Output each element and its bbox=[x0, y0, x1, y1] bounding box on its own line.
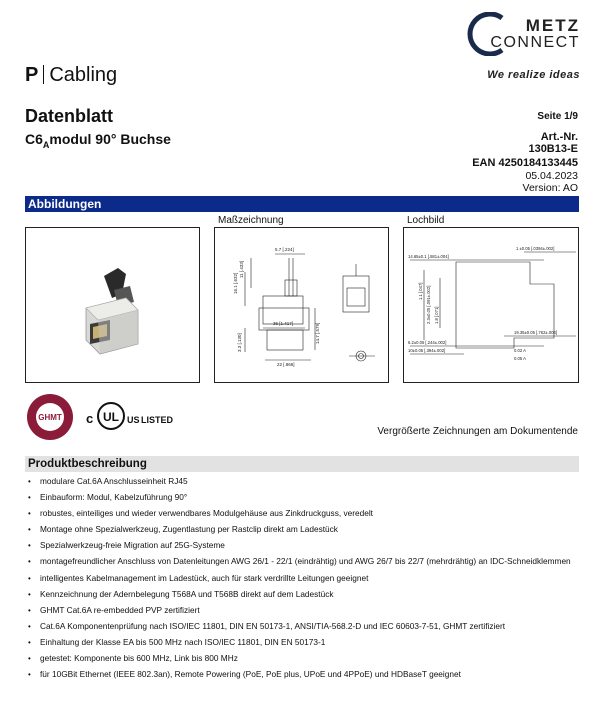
article-number: 130B13-E bbox=[528, 143, 578, 155]
feature-item: • getestet: Komponente bis 600 MHz, Link bis 800 MHz bbox=[25, 653, 580, 664]
svg-text:0.02 A: 0.02 A bbox=[514, 348, 526, 353]
svg-text:14.7 [.579]: 14.7 [.579] bbox=[315, 322, 320, 344]
svg-text:LISTED: LISTED bbox=[141, 415, 174, 425]
ean-code: EAN 4250184133445 bbox=[472, 157, 578, 169]
svg-text:0.05 A: 0.05 A bbox=[514, 356, 526, 361]
product-description-header: Produktbeschreibung bbox=[25, 456, 579, 472]
brand-name-bottom: CONNECT bbox=[490, 34, 580, 51]
drawing-caption: Maßzeichnung bbox=[218, 215, 284, 226]
product-line bbox=[25, 64, 117, 87]
svg-text:11 [.433]: 11 [.433] bbox=[239, 260, 244, 278]
feature-item: • Einbauform: Modul, Kabelzuführung 90° bbox=[25, 492, 580, 503]
feature-item: • Kennzeichnung der Adernbelegung T568A und T568B direkt auf dem Ladestück bbox=[25, 589, 580, 600]
hole-pattern-drawing bbox=[403, 227, 579, 383]
product-subtitle: $C6_Amodul$ 90° Buchse bbox=[25, 131, 171, 150]
enlarged-drawings-note: Vergrößerte Zeichnungen am Dokumentende bbox=[377, 426, 578, 437]
feature-item: • Cat.6A Komponentenprüfung nach ISO/IEC 11801, DIN EN 50173-1, ANSI/TIA-568.2-D und IEC 60603-7-51, GHMT zertifiziert bbox=[25, 621, 580, 632]
hole-pattern-caption: Lochbild bbox=[407, 215, 445, 226]
feature-item: • modulare Cat.6A Anschlusseinheit RJ45 bbox=[25, 476, 580, 487]
svg-text:14.65±0.1 [.581±.004]: 14.65±0.1 [.581±.004] bbox=[408, 254, 449, 259]
rj45-module-illustration-icon bbox=[26, 228, 199, 382]
svg-text:US: US bbox=[127, 415, 140, 425]
page-number: Seite 1/9 bbox=[537, 111, 578, 122]
figures-section-header: Abbildungen bbox=[25, 196, 579, 212]
svg-text:c: c bbox=[86, 411, 94, 426]
feature-item: • robustes, einteiliges und wieder verwendbares Modulgehäuse aus Zinkdruckguss, veredelt bbox=[25, 508, 580, 519]
svg-text:10±0.05 [.394±.002]: 10±0.05 [.394±.002] bbox=[408, 348, 446, 353]
svg-text:1.8 [.071]: 1.8 [.071] bbox=[434, 306, 439, 324]
svg-text:GHMT: GHMT bbox=[38, 413, 62, 422]
feature-item: • montagefreundlicher Anschluss von Datenleitungen AWG 26/1 - 22/1 (eindrähtig) und AWG 26/7 bis 22/7 (mehrdrähtig) an IDC-Schneidklemmen bbox=[25, 556, 580, 567]
dimension-drawing bbox=[214, 227, 389, 383]
feature-item: • GHMT Cat.6A re-embedded PVP zertifiziert bbox=[25, 605, 580, 616]
svg-text:19.35±0.05 [.762±.004]: 19.35±0.05 [.762±.004] bbox=[514, 330, 558, 335]
ul-listed-mark-icon bbox=[86, 403, 174, 429]
page-title: Datenblatt bbox=[25, 106, 114, 126]
product-photo bbox=[25, 227, 200, 383]
feature-item: • Spezialwerkzeug-freie Migration auf 25G-Systeme bbox=[25, 540, 580, 551]
certifications bbox=[26, 392, 176, 442]
svg-text:2.3±0.05 [.091±.002]: 2.3±0.05 [.091±.002] bbox=[426, 285, 431, 324]
svg-text:16.1 [.632]: 16.1 [.632] bbox=[233, 272, 238, 294]
brand-name-top: METZ bbox=[525, 16, 580, 35]
svg-text:1 ±0.05 [.0394±.002]: 1 ±0.05 [.0394±.002] bbox=[516, 246, 555, 251]
doc-version: Version: AO bbox=[522, 182, 578, 194]
feature-list bbox=[25, 476, 580, 685]
doc-date: 05.04.2023 bbox=[525, 170, 578, 182]
feature-item: • Montage ohne Spezialwerkzeug, Zugentlastung per Rastclip direkt am Ladestück bbox=[25, 524, 580, 535]
feature-item: • intelligentes Kabelmanagement im Ladestück, auch für stark verdrillte Leitungen geeignet bbox=[25, 573, 580, 584]
svg-text:1.1 [.047]: 1.1 [.047] bbox=[418, 282, 423, 300]
feature-item: • Einhaltung der Klasse EA bis 500 MHz nach ISO/IEC 11801, DIN EN 50173-1 bbox=[25, 637, 580, 648]
feature-item: • für 10GBit Ethernet (IEEE 802.3an), Remote Powering (PoE, PoE plus, UPoE und 4PPoE) und HDBaseT geeignet bbox=[25, 669, 580, 680]
svg-text:UL: UL bbox=[103, 410, 119, 424]
product-line-name: Cabling bbox=[49, 64, 118, 86]
brand-tagline: We realize ideas bbox=[487, 69, 580, 81]
article-label: Art.-Nr. bbox=[540, 131, 578, 143]
ghmt-seal-icon bbox=[27, 394, 73, 440]
svg-text:36 [1.417]: 36 [1.417] bbox=[273, 321, 294, 326]
svg-text:3.3 [.130]: 3.3 [.130] bbox=[237, 333, 242, 352]
svg-text:6.2±0.05 [.244±.002]: 6.2±0.05 [.244±.002] bbox=[408, 340, 447, 345]
svg-text:5.7 [.224]: 5.7 [.224] bbox=[275, 247, 294, 252]
svg-text:22 [.866]: 22 [.866] bbox=[277, 362, 295, 367]
product-line-letter: P bbox=[25, 64, 39, 86]
